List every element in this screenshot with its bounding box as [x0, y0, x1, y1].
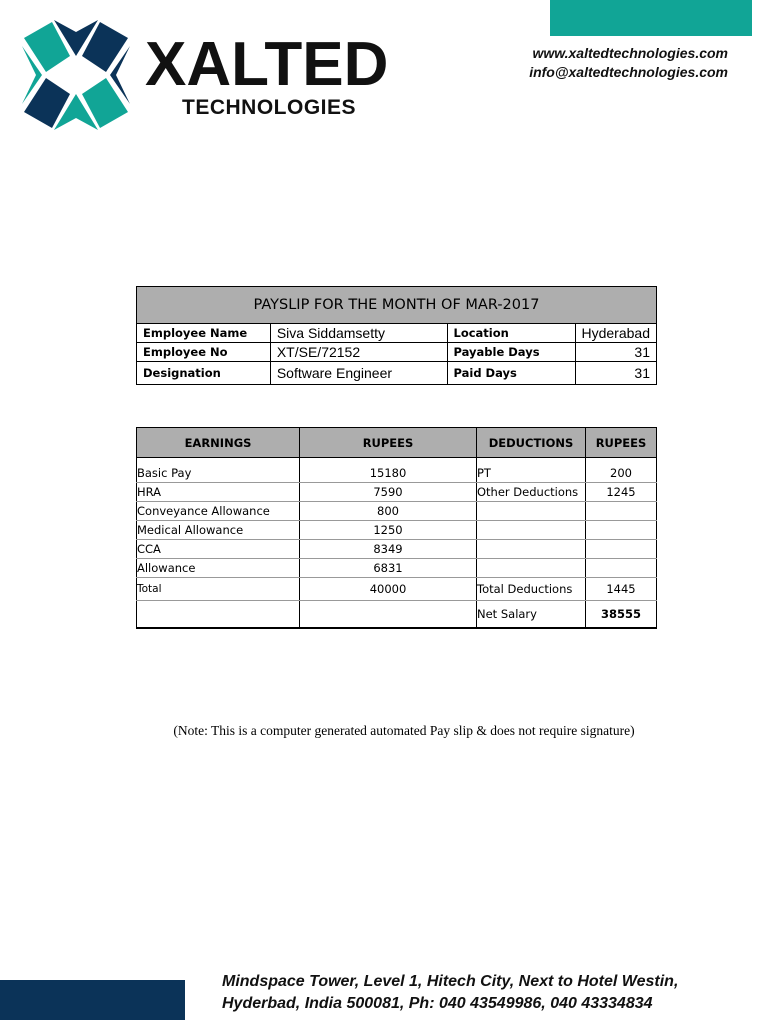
- deduction-label: [477, 521, 586, 540]
- earning-label: HRA: [137, 483, 300, 502]
- website-link[interactable]: www.xaltedtechnologies.com: [532, 45, 728, 61]
- empty-cell: [137, 601, 300, 629]
- earning-label: Medical Allowance: [137, 521, 300, 540]
- location-label: Location: [447, 324, 575, 343]
- deduction-amount: [586, 559, 657, 578]
- company-logo-subtitle: TECHNOLOGIES: [182, 96, 357, 119]
- total-earnings-label: Total: [137, 578, 300, 601]
- table-row: [137, 343, 657, 362]
- total-deductions-label: Total Deductions: [477, 578, 586, 601]
- company-logo-text: XALTED: [145, 30, 389, 99]
- total-earnings-amount: 40000: [300, 578, 477, 601]
- employee-no-label: Employee No: [137, 343, 271, 362]
- table-row: [137, 483, 657, 502]
- deduction-amount: [586, 502, 657, 521]
- earning-label: Basic Pay: [137, 464, 300, 483]
- email-link[interactable]: info@xaltedtechnologies.com: [529, 64, 728, 80]
- payable-days-value: 31: [575, 343, 657, 362]
- table-row: [137, 362, 657, 385]
- deduction-amount: 1245: [586, 483, 657, 502]
- designation-value: Software Engineer: [270, 362, 447, 385]
- table-row: [137, 464, 657, 483]
- payable-days-label: Payable Days: [447, 343, 575, 362]
- employee-info-table: [136, 286, 657, 385]
- location-value: Hyderabad: [575, 324, 657, 343]
- earning-amount: 7590: [300, 483, 477, 502]
- address-line-1: Mindspace Tower, Level 1, Hitech City, Next to Hotel Westin,: [222, 973, 679, 990]
- earnings-deductions-table: [136, 427, 657, 629]
- employee-name-label: Employee Name: [137, 324, 271, 343]
- employee-no-value: XT/SE/72152: [270, 343, 447, 362]
- empty-cell: [300, 601, 477, 629]
- table-row: [137, 521, 657, 540]
- deduction-label: PT: [477, 464, 586, 483]
- computer-generated-note: (Note: This is a computer generated automated Pay slip & does not require signature): [173, 723, 635, 738]
- payslip-title-row: [137, 287, 657, 324]
- earnings-rupees-header: RUPEES: [300, 428, 477, 458]
- designation-label: Designation: [137, 362, 271, 385]
- table-header-row: [137, 428, 657, 458]
- total-deductions-amount: 1445: [586, 578, 657, 601]
- xalted-logo-icon: [22, 16, 130, 134]
- table-row: [137, 559, 657, 578]
- employee-name-value: Siva Siddamsetty: [270, 324, 447, 343]
- net-salary-amount: 38555: [586, 601, 657, 629]
- totals-row: [137, 578, 657, 601]
- earning-label: Conveyance Allowance: [137, 502, 300, 521]
- address-line-2: Hyderbad, India 500081, Ph: 040 43549986, 040 43334834: [222, 995, 653, 1012]
- deduction-label: [477, 559, 586, 578]
- earnings-header: EARNINGS: [137, 428, 300, 458]
- header-accent-bar: [550, 0, 752, 36]
- earning-amount: 1250: [300, 521, 477, 540]
- paid-days-value: 31: [575, 362, 657, 385]
- company-address: [222, 971, 678, 1015]
- net-salary-label: Net Salary: [477, 601, 586, 629]
- earning-amount: 800: [300, 502, 477, 521]
- earning-label: CCA: [137, 540, 300, 559]
- earning-amount: 15180: [300, 464, 477, 483]
- deduction-label: [477, 502, 586, 521]
- deduction-label: Other Deductions: [477, 483, 586, 502]
- deduction-amount: 200: [586, 464, 657, 483]
- contact-block: [529, 44, 728, 82]
- earning-amount: 6831: [300, 559, 477, 578]
- earning-label: Allowance: [137, 559, 300, 578]
- paid-days-label: Paid Days: [447, 362, 575, 385]
- net-salary-row: [137, 601, 657, 629]
- table-row: [137, 540, 657, 559]
- footer-accent-bar: [0, 980, 185, 1020]
- deductions-rupees-header: RUPEES: [586, 428, 657, 458]
- deduction-label: [477, 540, 586, 559]
- deductions-header: DEDUCTIONS: [477, 428, 586, 458]
- table-row: [137, 324, 657, 343]
- deduction-amount: [586, 521, 657, 540]
- earning-amount: 8349: [300, 540, 477, 559]
- payslip-title: PAYSLIP FOR THE MONTH OF MAR-2017: [137, 287, 657, 324]
- deduction-amount: [586, 540, 657, 559]
- table-row: [137, 502, 657, 521]
